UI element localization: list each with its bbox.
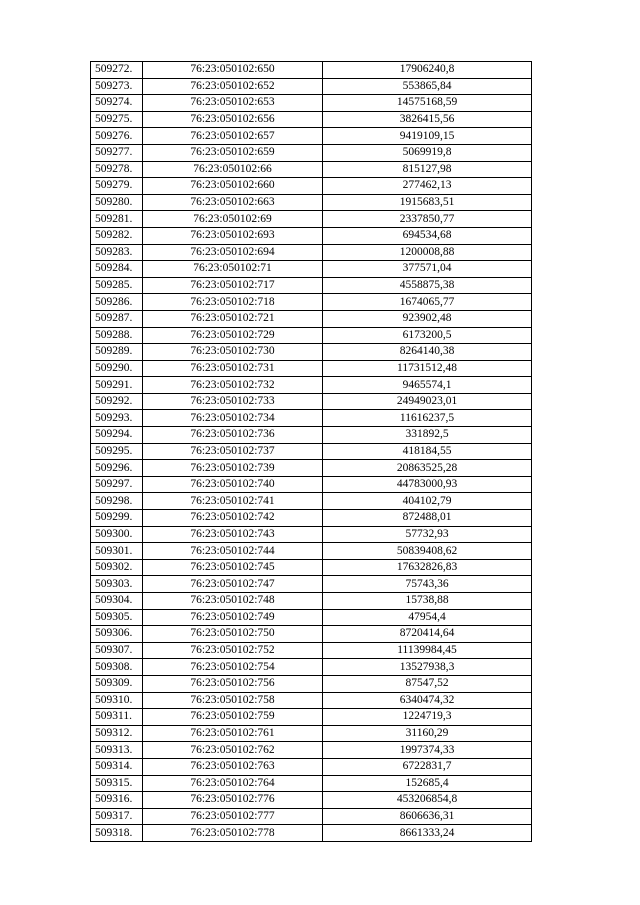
table-body <box>91 62 532 842</box>
cadastral-value-cell: 57732,93 <box>323 526 532 543</box>
row-number-cell: 509284. <box>91 261 143 278</box>
cadastral-value-cell: 923902,48 <box>323 310 532 327</box>
cadastral-value-cell: 404102,79 <box>323 493 532 510</box>
cadastral-value-cell: 815127,98 <box>323 161 532 178</box>
table-row <box>91 327 532 344</box>
row-number-cell: 509300. <box>91 526 143 543</box>
row-number-cell: 509312. <box>91 725 143 742</box>
cadastral-value-cell: 8720414,64 <box>323 626 532 643</box>
cadastral-value-cell: 44783000,93 <box>323 476 532 493</box>
cadastral-value-cell: 11616237,5 <box>323 410 532 427</box>
cadastral-value-cell: 6173200,5 <box>323 327 532 344</box>
table-row <box>91 559 532 576</box>
row-number-cell: 509293. <box>91 410 143 427</box>
cadastral-value-cell: 553865,84 <box>323 78 532 95</box>
table-row <box>91 393 532 410</box>
table-row <box>91 675 532 692</box>
row-number-cell: 509310. <box>91 692 143 709</box>
cadastral-value-cell: 87547,52 <box>323 675 532 692</box>
table-row <box>91 709 532 726</box>
cadastral-number-cell: 76:23:050102:756 <box>143 675 323 692</box>
cadastral-number-cell: 76:23:050102:759 <box>143 709 323 726</box>
cadastral-number-cell: 76:23:050102:739 <box>143 460 323 477</box>
table-row <box>91 742 532 759</box>
cadastral-number-cell: 76:23:050102:730 <box>143 344 323 361</box>
cadastral-value-table <box>90 61 532 842</box>
table-row <box>91 443 532 460</box>
cadastral-number-cell: 76:23:050102:693 <box>143 227 323 244</box>
table-row <box>91 510 532 527</box>
row-number-cell: 509279. <box>91 178 143 195</box>
row-number-cell: 509276. <box>91 128 143 145</box>
cadastral-number-cell: 76:23:050102:747 <box>143 576 323 593</box>
table-row <box>91 642 532 659</box>
cadastral-value-cell: 1224719,3 <box>323 709 532 726</box>
cadastral-value-cell: 453206854,8 <box>323 792 532 809</box>
cadastral-value-cell: 50839408,62 <box>323 543 532 560</box>
cadastral-number-cell: 76:23:050102:762 <box>143 742 323 759</box>
table-row <box>91 178 532 195</box>
row-number-cell: 509288. <box>91 327 143 344</box>
row-number-cell: 509297. <box>91 476 143 493</box>
row-number-cell: 509298. <box>91 493 143 510</box>
row-number-cell: 509287. <box>91 310 143 327</box>
cadastral-value-cell: 31160,29 <box>323 725 532 742</box>
table-row <box>91 526 532 543</box>
cadastral-number-cell: 76:23:050102:660 <box>143 178 323 195</box>
cadastral-number-cell: 76:23:050102:733 <box>143 393 323 410</box>
row-number-cell: 509273. <box>91 78 143 95</box>
cadastral-value-cell: 17632826,83 <box>323 559 532 576</box>
cadastral-number-cell: 76:23:050102:764 <box>143 775 323 792</box>
cadastral-number-cell: 76:23:050102:721 <box>143 310 323 327</box>
cadastral-value-cell: 331892,5 <box>323 427 532 444</box>
cadastral-number-cell: 76:23:050102:650 <box>143 62 323 79</box>
table-row <box>91 194 532 211</box>
cadastral-number-cell: 76:23:050102:778 <box>143 825 323 842</box>
table-row <box>91 659 532 676</box>
cadastral-value-cell: 11731512,48 <box>323 360 532 377</box>
table-row <box>91 758 532 775</box>
cadastral-number-cell: 76:23:050102:731 <box>143 360 323 377</box>
cadastral-number-cell: 76:23:050102:734 <box>143 410 323 427</box>
row-number-cell: 509283. <box>91 244 143 261</box>
table-row <box>91 725 532 742</box>
table-row <box>91 808 532 825</box>
cadastral-value-cell: 8606636,31 <box>323 808 532 825</box>
cadastral-value-cell: 1674065,77 <box>323 294 532 311</box>
cadastral-value-cell: 15738,88 <box>323 593 532 610</box>
row-number-cell: 509296. <box>91 460 143 477</box>
cadastral-number-cell: 76:23:050102:740 <box>143 476 323 493</box>
table-row <box>91 310 532 327</box>
cadastral-number-cell: 76:23:050102:656 <box>143 111 323 128</box>
table-row <box>91 360 532 377</box>
row-number-cell: 509305. <box>91 609 143 626</box>
cadastral-value-cell: 4558875,38 <box>323 277 532 294</box>
cadastral-value-cell: 9419109,15 <box>323 128 532 145</box>
table-row <box>91 775 532 792</box>
row-number-cell: 509317. <box>91 808 143 825</box>
table-row <box>91 609 532 626</box>
cadastral-number-cell: 76:23:050102:657 <box>143 128 323 145</box>
cadastral-number-cell: 76:23:050102:752 <box>143 642 323 659</box>
cadastral-value-cell: 377571,04 <box>323 261 532 278</box>
cadastral-value-cell: 20863525,28 <box>323 460 532 477</box>
row-number-cell: 509289. <box>91 344 143 361</box>
table-row <box>91 493 532 510</box>
row-number-cell: 509292. <box>91 393 143 410</box>
table-row <box>91 460 532 477</box>
cadastral-value-cell: 14575168,59 <box>323 95 532 112</box>
cadastral-number-cell: 76:23:050102:763 <box>143 758 323 775</box>
cadastral-number-cell: 76:23:050102:659 <box>143 144 323 161</box>
cadastral-value-cell: 152685,4 <box>323 775 532 792</box>
row-number-cell: 509290. <box>91 360 143 377</box>
cadastral-value-cell: 6340474,32 <box>323 692 532 709</box>
cadastral-number-cell: 76:23:050102:742 <box>143 510 323 527</box>
table-row <box>91 792 532 809</box>
table-row <box>91 825 532 842</box>
cadastral-number-cell: 76:23:050102:748 <box>143 593 323 610</box>
cadastral-value-cell: 1200008,88 <box>323 244 532 261</box>
table-row <box>91 593 532 610</box>
row-number-cell: 509302. <box>91 559 143 576</box>
cadastral-number-cell: 76:23:050102:732 <box>143 377 323 394</box>
row-number-cell: 509304. <box>91 593 143 610</box>
table-row <box>91 244 532 261</box>
table-row <box>91 227 532 244</box>
cadastral-value-cell: 47954,4 <box>323 609 532 626</box>
row-number-cell: 509295. <box>91 443 143 460</box>
cadastral-value-cell: 24949023,01 <box>323 393 532 410</box>
cadastral-number-cell: 76:23:050102:749 <box>143 609 323 626</box>
cadastral-number-cell: 76:23:050102:736 <box>143 427 323 444</box>
row-number-cell: 509285. <box>91 277 143 294</box>
row-number-cell: 509286. <box>91 294 143 311</box>
cadastral-value-cell: 17906240,8 <box>323 62 532 79</box>
table-row <box>91 576 532 593</box>
table-row <box>91 626 532 643</box>
row-number-cell: 509306. <box>91 626 143 643</box>
cadastral-number-cell: 76:23:050102:717 <box>143 277 323 294</box>
cadastral-number-cell: 76:23:050102:653 <box>143 95 323 112</box>
cadastral-number-cell: 76:23:050102:652 <box>143 78 323 95</box>
row-number-cell: 509316. <box>91 792 143 809</box>
table-row <box>91 692 532 709</box>
table-row <box>91 543 532 560</box>
row-number-cell: 509291. <box>91 377 143 394</box>
row-number-cell: 509314. <box>91 758 143 775</box>
cadastral-number-cell: 76:23:050102:777 <box>143 808 323 825</box>
table-row <box>91 277 532 294</box>
cadastral-number-cell: 76:23:050102:776 <box>143 792 323 809</box>
row-number-cell: 509272. <box>91 62 143 79</box>
cadastral-value-cell: 6722831,7 <box>323 758 532 775</box>
cadastral-number-cell: 76:23:050102:694 <box>143 244 323 261</box>
table-row <box>91 294 532 311</box>
cadastral-number-cell: 76:23:050102:745 <box>143 559 323 576</box>
table-row <box>91 211 532 228</box>
table-row <box>91 95 532 112</box>
cadastral-number-cell: 76:23:050102:718 <box>143 294 323 311</box>
row-number-cell: 509307. <box>91 642 143 659</box>
table-row <box>91 111 532 128</box>
cadastral-value-cell: 418184,55 <box>323 443 532 460</box>
row-number-cell: 509313. <box>91 742 143 759</box>
cadastral-value-cell: 75743,36 <box>323 576 532 593</box>
row-number-cell: 509275. <box>91 111 143 128</box>
table-row <box>91 144 532 161</box>
cadastral-value-cell: 11139984,45 <box>323 642 532 659</box>
row-number-cell: 509282. <box>91 227 143 244</box>
row-number-cell: 509311. <box>91 709 143 726</box>
cadastral-value-cell: 13527938,3 <box>323 659 532 676</box>
table-row <box>91 78 532 95</box>
row-number-cell: 509278. <box>91 161 143 178</box>
cadastral-number-cell: 76:23:050102:69 <box>143 211 323 228</box>
cadastral-number-cell: 76:23:050102:663 <box>143 194 323 211</box>
cadastral-value-cell: 8661333,24 <box>323 825 532 842</box>
cadastral-value-cell: 2337850,77 <box>323 211 532 228</box>
cadastral-value-cell: 1997374,33 <box>323 742 532 759</box>
table-row <box>91 410 532 427</box>
row-number-cell: 509308. <box>91 659 143 676</box>
cadastral-value-cell: 1915683,51 <box>323 194 532 211</box>
row-number-cell: 509280. <box>91 194 143 211</box>
table-row <box>91 128 532 145</box>
row-number-cell: 509274. <box>91 95 143 112</box>
cadastral-number-cell: 76:23:050102:758 <box>143 692 323 709</box>
table-row <box>91 161 532 178</box>
row-number-cell: 509281. <box>91 211 143 228</box>
row-number-cell: 509303. <box>91 576 143 593</box>
cadastral-value-cell: 277462,13 <box>323 178 532 195</box>
row-number-cell: 509277. <box>91 144 143 161</box>
row-number-cell: 509301. <box>91 543 143 560</box>
cadastral-value-cell: 694534,68 <box>323 227 532 244</box>
cadastral-number-cell: 76:23:050102:741 <box>143 493 323 510</box>
cadastral-number-cell: 76:23:050102:66 <box>143 161 323 178</box>
table-row <box>91 427 532 444</box>
table-row <box>91 476 532 493</box>
row-number-cell: 509315. <box>91 775 143 792</box>
row-number-cell: 509299. <box>91 510 143 527</box>
cadastral-value-cell: 872488,01 <box>323 510 532 527</box>
row-number-cell: 509294. <box>91 427 143 444</box>
table-row <box>91 344 532 361</box>
cadastral-number-cell: 76:23:050102:761 <box>143 725 323 742</box>
cadastral-value-cell: 8264140,38 <box>323 344 532 361</box>
row-number-cell: 509318. <box>91 825 143 842</box>
row-number-cell: 509309. <box>91 675 143 692</box>
cadastral-number-cell: 76:23:050102:71 <box>143 261 323 278</box>
cadastral-number-cell: 76:23:050102:737 <box>143 443 323 460</box>
cadastral-number-cell: 76:23:050102:729 <box>143 327 323 344</box>
table-row <box>91 261 532 278</box>
table-row <box>91 377 532 394</box>
cadastral-number-cell: 76:23:050102:744 <box>143 543 323 560</box>
table-row <box>91 62 532 79</box>
cadastral-number-cell: 76:23:050102:743 <box>143 526 323 543</box>
cadastral-value-cell: 9465574,1 <box>323 377 532 394</box>
cadastral-number-cell: 76:23:050102:754 <box>143 659 323 676</box>
cadastral-value-cell: 5069919,8 <box>323 144 532 161</box>
cadastral-number-cell: 76:23:050102:750 <box>143 626 323 643</box>
cadastral-value-cell: 3826415,56 <box>323 111 532 128</box>
